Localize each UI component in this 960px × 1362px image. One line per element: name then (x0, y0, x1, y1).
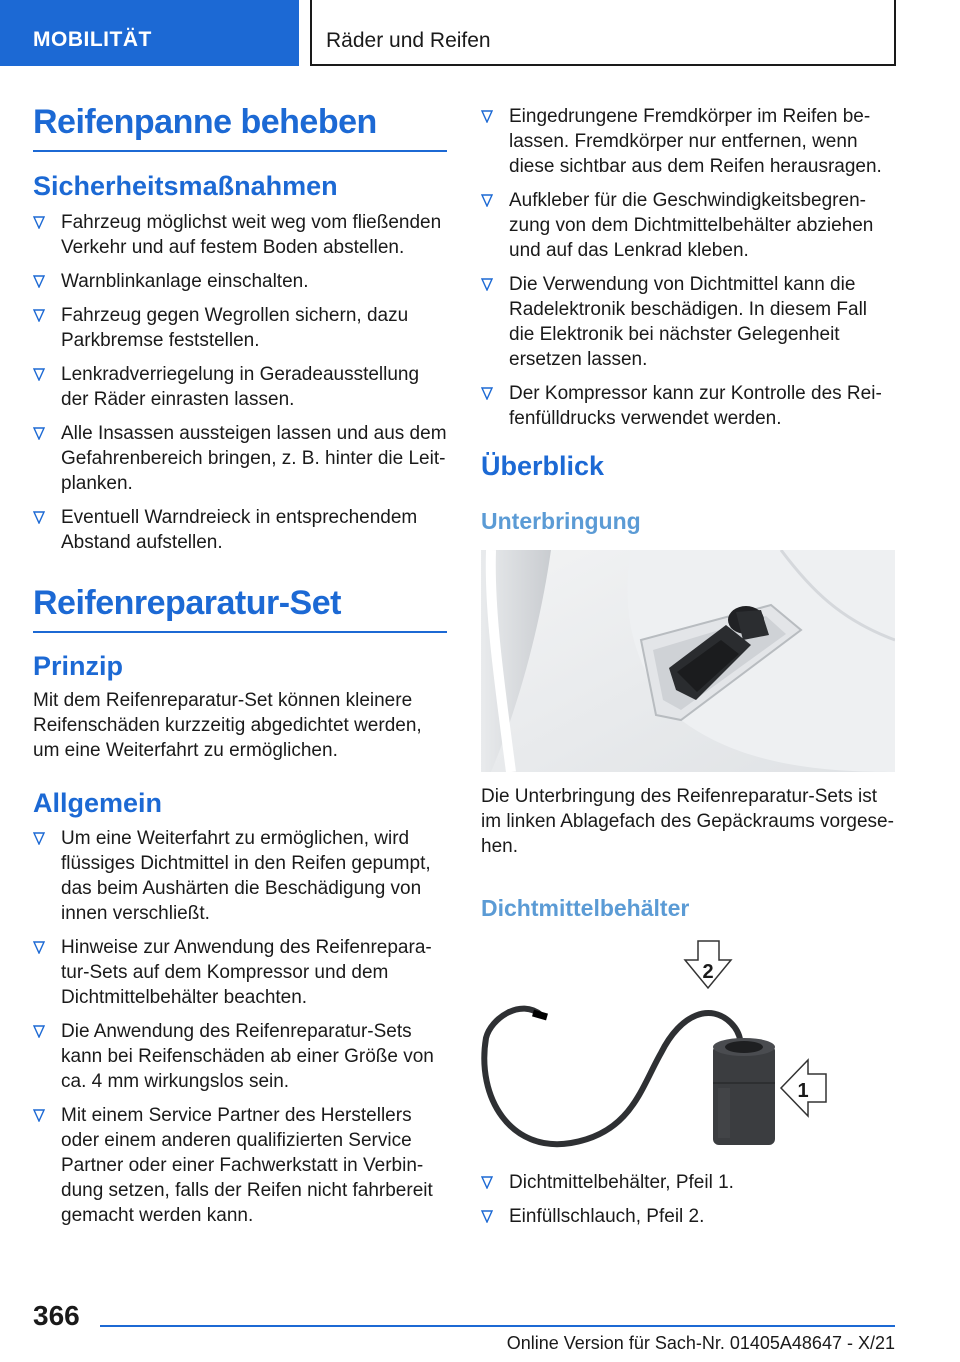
bullet-triangle-icon (33, 941, 45, 954)
list-item: Einfüllschlauch, Pfeil 2. (481, 1204, 895, 1229)
chapter-title: Räder und Reifen (326, 29, 491, 52)
callout-label-2: 2 (702, 961, 714, 983)
bullet-triangle-icon (33, 368, 45, 381)
notes-list (481, 104, 895, 440)
storage-compartment-photo (481, 550, 895, 772)
bullet-triangle-icon (33, 1025, 45, 1038)
list-item: Alle Insassen aussteigen lassen und aus dem Gefahrenbereich bringen, z. B. hinter die Leitplanken. (33, 421, 447, 496)
bullet-triangle-icon (33, 511, 45, 524)
bullet-triangle-icon (481, 1210, 493, 1223)
list-item: Die Verwendung von Dichtmittel kann die Radelektronik beschädigen. In diesem Fall die Elektronik bei nächster Gelegenheit ersetzen lassen. (481, 272, 895, 372)
bullet-triangle-icon (33, 216, 45, 229)
sealant-container-diagram (481, 938, 895, 1156)
list-item: Dichtmittelbehälter, Pfeil 1. (481, 1170, 895, 1195)
heading-general: Allgemein (33, 788, 163, 818)
page-title-tire-puncture: Reifenpanne beheben (33, 103, 447, 152)
list-item: Hinweise zur Anwendung des Reifenreparatur-Sets auf dem Kompressor und dem Dichtmittelbehälter beachten. (33, 935, 447, 1010)
list-item: Eingedrungene Fremdkörper im Reifen belassen. Fremdkörper nur entfernen, wenn diese sichtbar aus dem Reifen herausragen. (481, 104, 895, 179)
bullet-triangle-icon (481, 194, 493, 207)
bullet-triangle-icon (481, 387, 493, 400)
bullet-triangle-icon (33, 1109, 45, 1122)
heading-sealant-container: Dichtmittelbehälter (481, 895, 690, 921)
list-item: Fahrzeug möglichst weit weg vom fließenden Verkehr und auf festem Boden abstellen. (33, 210, 447, 260)
list-item: Warnblinkanlage einschalten. (33, 269, 447, 294)
chapter-box (310, 0, 896, 66)
bullet-triangle-icon (481, 278, 493, 291)
bullet-triangle-icon (33, 832, 45, 845)
list-item: Lenkradverriegelung in Geradeausstellung der Räder einrasten lassen. (33, 362, 447, 412)
list-item: Eventuell Warndreieck in entsprechendem Abstand aufstellen. (33, 505, 447, 555)
heading-principle: Prinzip (33, 651, 124, 681)
storage-text: Die Unterbringung des Reifenreparatur-Sets ist im linken Ablagefach des Gepäckraums vorgesehen. (481, 786, 894, 857)
bullet-triangle-icon (481, 110, 493, 123)
bullet-triangle-icon (33, 275, 45, 288)
list-item: Aufkleber für die Geschwindigkeitsbegrenzung von dem Dichtmittelbehälter abziehen und auf das Lenkrad kleben. (481, 188, 895, 263)
footer-divider (100, 1325, 895, 1327)
list-item: Die Anwendung des Reifenreparatur-Sets kann bei Reifenschäden ab einer Größe von ca. 4 mm wirkungslos sein. (33, 1019, 447, 1094)
bullet-triangle-icon (33, 309, 45, 322)
list-item: Der Kompressor kann zur Kontrolle des Reifenfülldrucks verwendet werden. (481, 381, 895, 431)
list-item: Mit einem Service Partner des Herstellers oder einem anderen qualifizierten Service Partner oder einer Fachwerkstatt in Verbindung setzen, falls der Reifen nicht fahrbereit gemacht werden kann. (33, 1103, 447, 1228)
list-item: Fahrzeug gegen Wegrollen sichern, dazu Parkbremse feststellen. (33, 303, 447, 353)
safety-list (33, 210, 447, 564)
footer-online-version: Online Version für Sach-Nr. 01405A48647 - X/21 (506, 1333, 895, 1353)
bullet-triangle-icon (481, 1176, 493, 1189)
section-tab (0, 0, 299, 66)
general-list (33, 826, 447, 1237)
list-item: Um eine Weiterfahrt zu ermöglichen, wird flüssiges Dichtmittel in den Reifen gepumpt, das beim Aushärten die Beschädigung von innen verschließt. (33, 826, 447, 926)
bullet-triangle-icon (33, 427, 45, 440)
legend-list (481, 1170, 895, 1238)
callout-label-1: 1 (797, 1080, 809, 1102)
principle-text: Mit dem Reifenreparatur-Set können kleinere Reifenschäden kurzzeitig abgedichtet werden, um eine Weiterfahrt zu ermöglichen. (33, 690, 422, 761)
page-number: 366 (33, 1300, 80, 1331)
heading-repair-kit: Reifenreparatur-Set (33, 584, 447, 633)
heading-overview: Überblick (481, 451, 605, 481)
heading-storage: Unterbringung (481, 508, 641, 534)
section-title: MOBILITÄT (33, 28, 152, 51)
heading-safety: Sicherheitsmaßnahmen (33, 171, 338, 201)
